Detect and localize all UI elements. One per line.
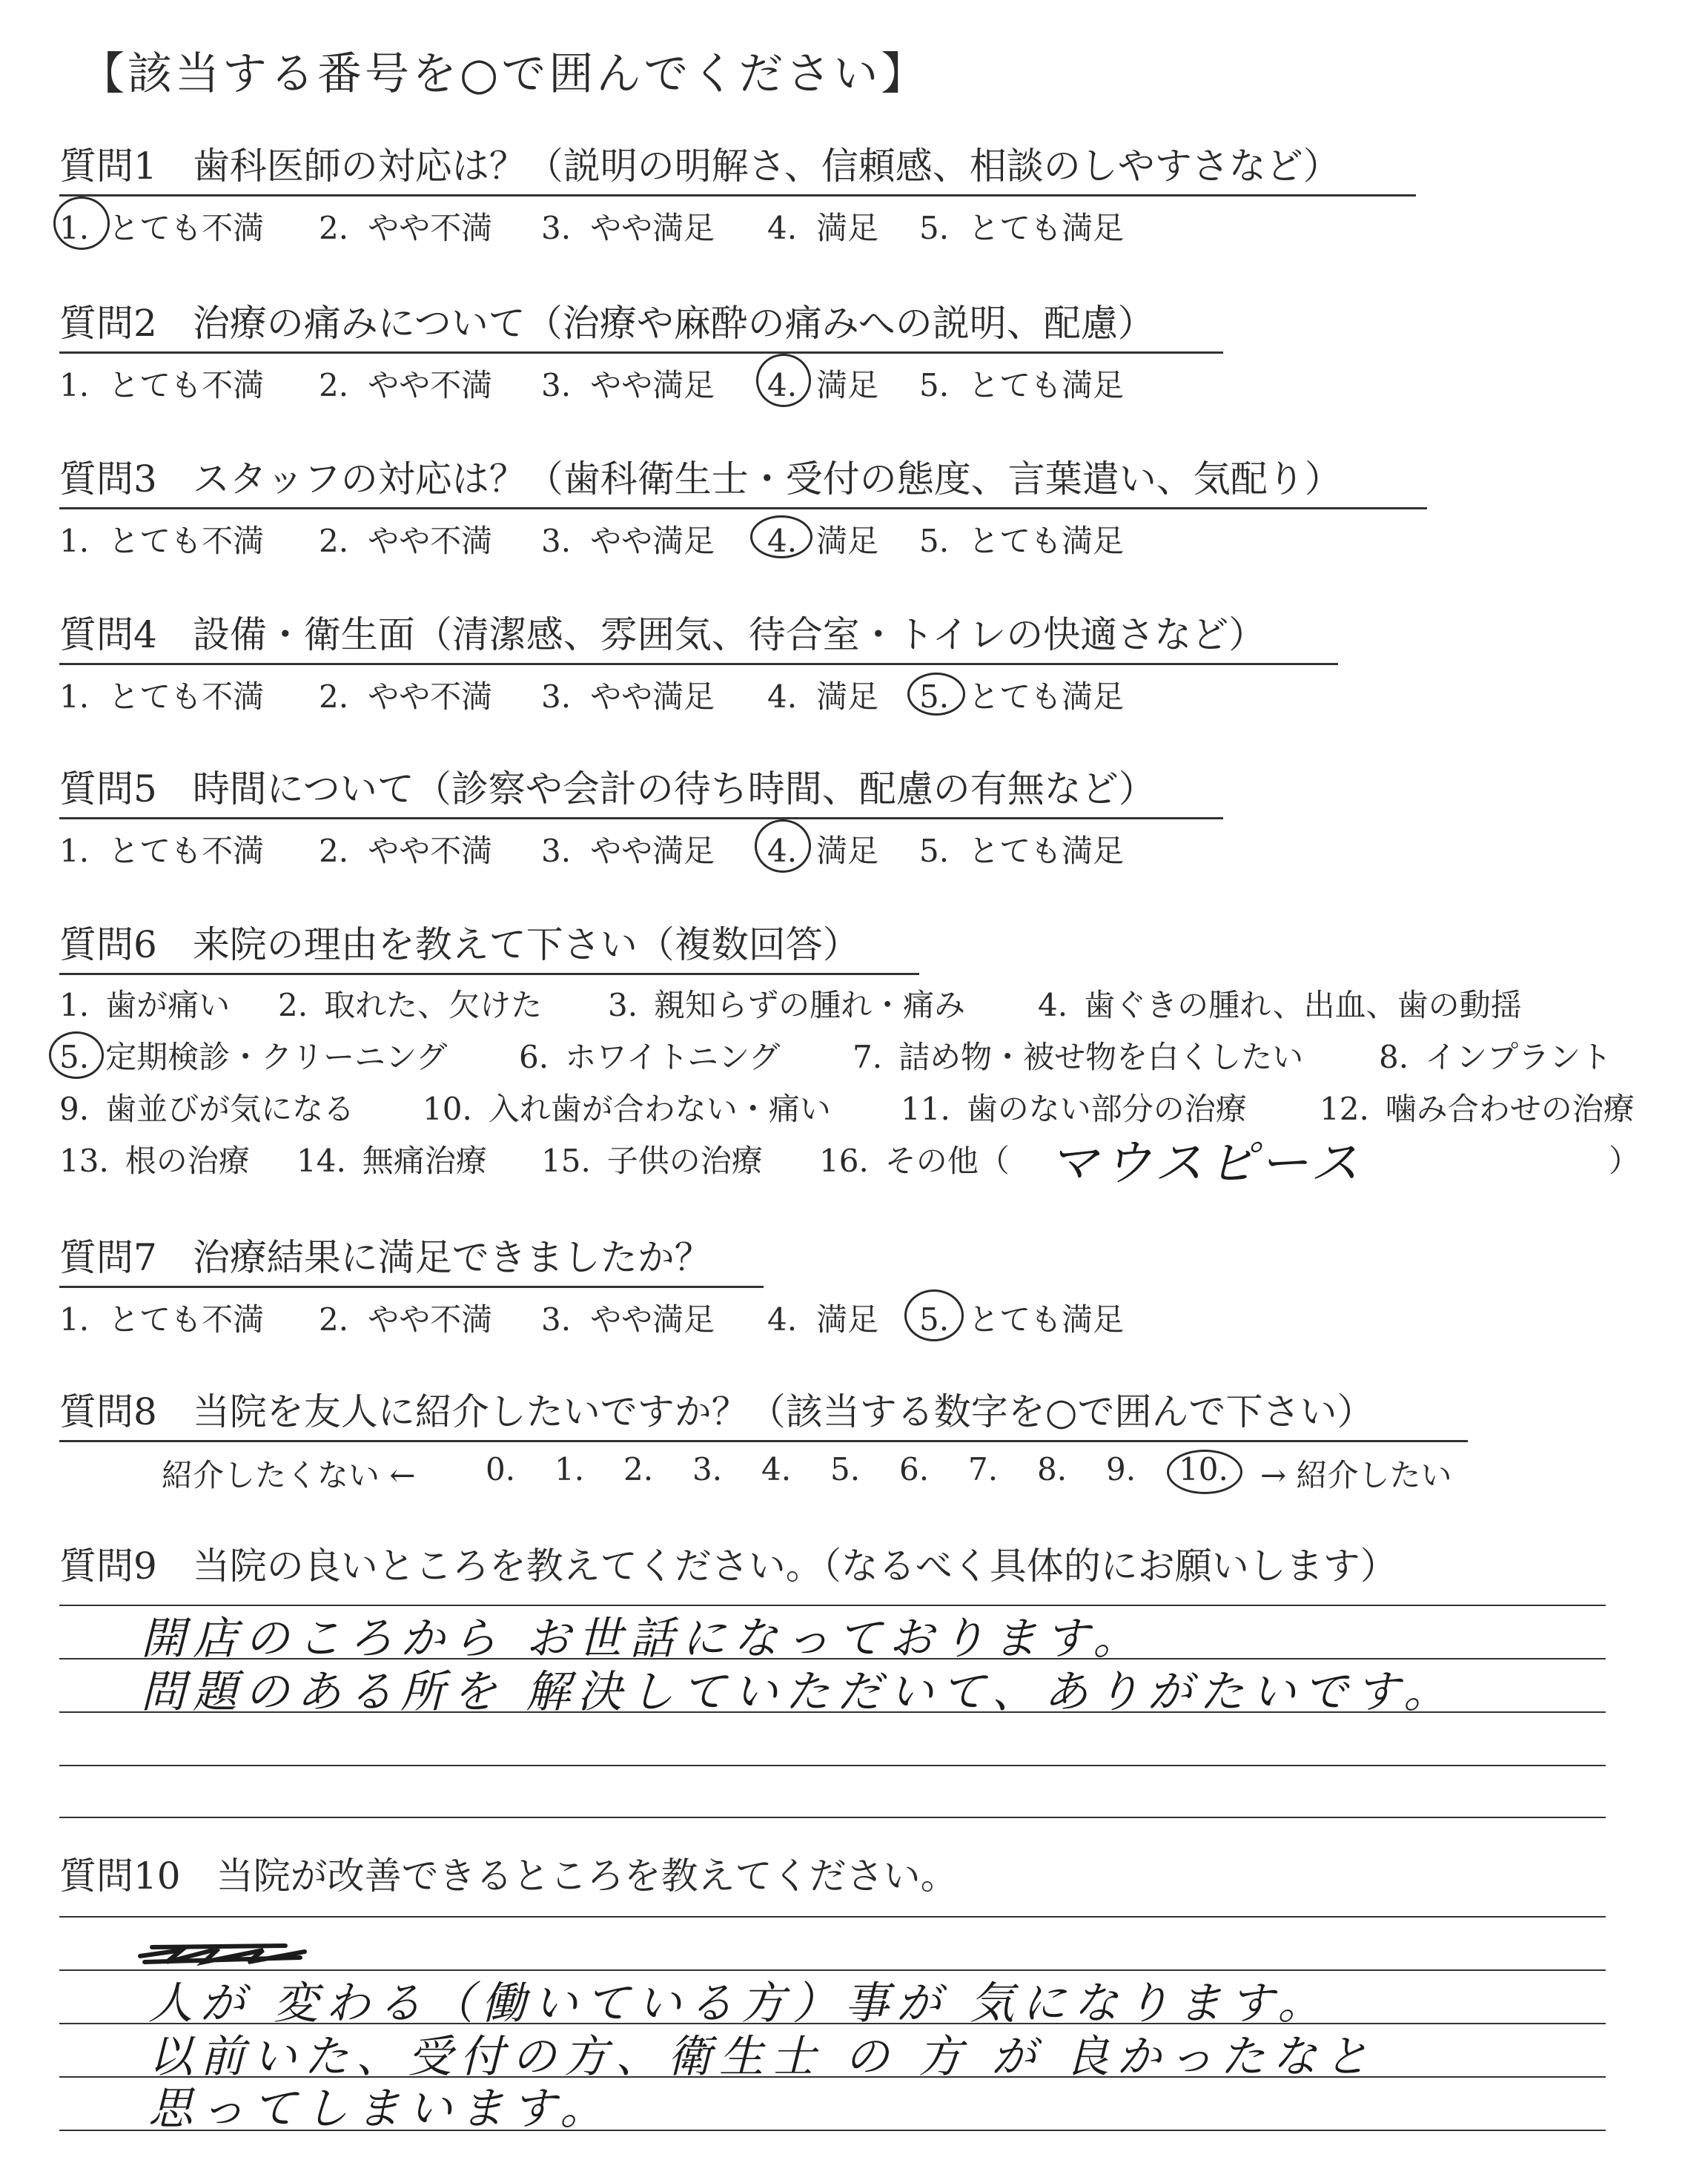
question-text: 治療の痛みについて（治療や麻酔の痛みへの説明、配慮） <box>192 302 1155 345</box>
option-3[interactable]: 3. やや満足 <box>541 1301 715 1338</box>
ruled-line <box>59 1817 1606 1818</box>
option-2[interactable]: 2. やや不満 <box>319 678 493 715</box>
question-8 <box>59 1387 1512 1497</box>
question-3 <box>59 454 1512 561</box>
option-4[interactable]: 4. 満足 <box>767 367 879 403</box>
other-handwritten-answer[interactable]: マウスピース <box>1049 1135 1364 1192</box>
reason-option-2[interactable]: 2. 取れた、欠けた <box>278 987 543 1023</box>
question-number: 質問3 <box>59 458 157 501</box>
option-5[interactable]: 5. とても満足 <box>919 523 1125 559</box>
question-5-title <box>59 764 1223 819</box>
question-number: 質問5 <box>59 767 157 810</box>
question-7 <box>59 1232 1512 1340</box>
option-2[interactable]: 2. やや不満 <box>319 367 493 403</box>
handwritten-answer-line: 開店のころから お世話になっております。 <box>141 1613 1145 1665</box>
question-number: 質問1 <box>59 145 157 188</box>
question-6 <box>59 919 1641 1192</box>
scale-option-0[interactable]: 0. <box>486 1451 516 1487</box>
question-text: 歯科医師の対応は？（説明の明解さ、信頼感、相談のしやすさなど） <box>192 145 1340 188</box>
question-text: 当院を友人に紹介したいですか？（該当する数字を○で囲んで下さい） <box>192 1390 1374 1433</box>
option-1[interactable]: 1. とても不満 <box>59 523 265 559</box>
question-9-answer-area[interactable] <box>59 1605 1606 1820</box>
other-close-paren: ） <box>1609 1143 1641 1179</box>
reason-option-5[interactable]: 5. 定期検診・クリーニング <box>59 1039 448 1075</box>
question-6-title <box>59 919 919 975</box>
option-3[interactable]: 3. やや満足 <box>541 678 715 715</box>
question-9 <box>59 1541 1512 1594</box>
reason-option-7[interactable]: 7. 詰め物・被せ物を白くしたい <box>853 1039 1304 1075</box>
reason-option-16[interactable]: 16. その他（ <box>819 1143 1010 1179</box>
reason-option-8[interactable]: 8. インプラント <box>1379 1039 1612 1075</box>
option-4[interactable]: 4. 満足 <box>767 523 879 559</box>
scale-option-9[interactable]: 9. <box>1106 1451 1136 1487</box>
scale-option-6[interactable]: 6. <box>899 1451 930 1487</box>
option-1[interactable]: 1. とても不満 <box>59 367 265 403</box>
question-1-options <box>59 196 1512 248</box>
question-7-title <box>59 1232 764 1288</box>
option-5[interactable]: 5. とても満足 <box>919 210 1125 246</box>
page-title: 【該当する番号を○で囲んでください】 <box>80 48 929 100</box>
reason-option-14[interactable]: 14. 無痛治療 <box>297 1143 487 1179</box>
reason-option-15[interactable]: 15. 子供の治療 <box>541 1143 763 1179</box>
option-2[interactable]: 2. やや不満 <box>319 210 493 246</box>
option-3[interactable]: 3. やや満足 <box>541 523 715 559</box>
option-5[interactable]: 5. とても満足 <box>919 678 1125 715</box>
question-number: 質問10 <box>59 1855 181 1898</box>
handwritten-answer-line: 問題のある所を 解決していただいて、ありがたいです。 <box>141 1666 1456 1718</box>
question-text: スタッフの対応は？（歯科衛生士・受付の態度、言葉遣い、気配り） <box>192 458 1342 501</box>
question-2-options <box>59 354 1512 406</box>
question-8-title <box>59 1387 1468 1442</box>
options-row <box>59 1131 1641 1192</box>
option-4[interactable]: 4. 満足 <box>767 210 879 246</box>
question-6-options <box>59 975 1641 1192</box>
option-1[interactable]: 1. とても不満 <box>59 833 265 869</box>
option-3[interactable]: 3. やや満足 <box>541 833 715 869</box>
question-10-title <box>59 1851 958 1904</box>
scale-option-7[interactable]: 7. <box>968 1451 999 1487</box>
option-5[interactable]: 5. とても満足 <box>919 833 1125 869</box>
question-text: 治療結果に満足できましたか？ <box>192 1236 712 1279</box>
ruled-line <box>59 1916 1606 1918</box>
reason-option-12[interactable]: 12. 噛み合わせの治療 <box>1320 1091 1635 1127</box>
question-7-options <box>59 1288 1512 1340</box>
ruled-line <box>59 1765 1606 1766</box>
option-1[interactable]: 1. とても不満 <box>59 678 265 715</box>
question-text: 時間について（診察や会計の待ち時間、配慮の有無など） <box>192 767 1156 810</box>
handwritten-answer-line: 以前いた、受付の方、衛生士 の 方 が 良かったなと <box>148 2031 1377 2083</box>
option-2[interactable]: 2. やや不満 <box>319 523 493 559</box>
scale-option-3[interactable]: 3. <box>692 1451 723 1487</box>
scale-right-label: → 紹介したい <box>1260 1457 1452 1493</box>
question-number: 質問9 <box>59 1545 157 1588</box>
question-1 <box>59 141 1512 248</box>
question-text: 当院が改善できるところを教えてください。 <box>216 1855 958 1898</box>
handwritten-answer-line: 人が 変わる（働いている方）事が 気になります。 <box>148 1978 1330 2029</box>
question-10 <box>59 1851 1512 1904</box>
reason-option-4[interactable]: 4. 歯ぐきの腫れ、出血、歯の動揺 <box>1038 987 1522 1023</box>
reason-option-10[interactable]: 10. 入れ歯が合わない・痛い <box>423 1091 831 1127</box>
question-text: 来院の理由を教えて下さい（複数回答） <box>192 923 860 966</box>
question-text: 当院の良いところを教えてください。（なるべく具体的にお願いします） <box>192 1545 1397 1588</box>
option-4[interactable]: 4. 満足 <box>767 1301 879 1338</box>
reason-option-1[interactable]: 1. 歯が痛い <box>59 987 231 1023</box>
question-3-options <box>59 509 1512 561</box>
option-5[interactable]: 5. とても満足 <box>919 1301 1125 1338</box>
question-5 <box>59 764 1512 871</box>
handwritten-answer-line: 思ってしまいます。 <box>148 2083 612 2135</box>
question-5-options <box>59 819 1512 871</box>
question-text: 設備・衛生面（清潔感、雰囲気、待合室・トイレの快適さなど） <box>192 613 1266 656</box>
question-4-title <box>59 610 1338 665</box>
option-3[interactable]: 3. やや満足 <box>541 367 715 403</box>
question-10-answer-area[interactable] <box>59 1916 1606 2138</box>
question-1-title <box>59 141 1416 196</box>
question-2 <box>59 298 1512 406</box>
scale-option-10[interactable]: 10. <box>1179 1451 1228 1487</box>
reason-option-6[interactable]: 6. ホワイトニング <box>519 1039 781 1075</box>
scale-option-4[interactable]: 4. <box>761 1451 792 1487</box>
scale-left-label: 紹介したくない ← <box>162 1457 416 1493</box>
options-row <box>59 1027 1612 1079</box>
reason-option-13[interactable]: 13. 根の治療 <box>59 1143 250 1179</box>
question-number: 質問4 <box>59 613 157 656</box>
scale-option-1[interactable]: 1. <box>555 1451 585 1487</box>
question-4 <box>59 610 1512 717</box>
option-3[interactable]: 3. やや満足 <box>541 210 715 246</box>
options-row <box>59 975 1522 1027</box>
scale-option-8[interactable]: 8. <box>1037 1451 1068 1487</box>
question-9-title <box>59 1541 1397 1594</box>
question-number: 質問8 <box>59 1390 157 1433</box>
scale-option-5[interactable]: 5. <box>830 1451 861 1487</box>
scale-option-2[interactable]: 2. <box>623 1451 654 1487</box>
option-5[interactable]: 5. とても満足 <box>919 367 1125 403</box>
option-4[interactable]: 4. 満足 <box>767 678 879 715</box>
referral-scale <box>59 1442 1512 1497</box>
question-2-title <box>59 298 1223 354</box>
reason-option-9[interactable]: 9. 歯並びが気になる <box>59 1091 355 1127</box>
question-4-options <box>59 665 1512 717</box>
option-2[interactable]: 2. やや不満 <box>319 1301 493 1338</box>
scribble-out-mark <box>137 1940 308 1969</box>
reason-option-3[interactable]: 3. 親知らずの腫れ・痛み <box>608 987 966 1023</box>
question-number: 質問7 <box>59 1236 157 1279</box>
question-number: 質問6 <box>59 923 157 966</box>
option-1[interactable]: 1. とても不満 <box>59 1301 265 1338</box>
reason-option-11[interactable]: 11. 歯のない部分の治療 <box>901 1091 1247 1127</box>
question-3-title <box>59 454 1427 509</box>
option-1[interactable]: 1. とても不満 <box>59 210 265 246</box>
question-number: 質問2 <box>59 302 157 345</box>
option-2[interactable]: 2. やや不満 <box>319 833 493 869</box>
option-4[interactable]: 4. 満足 <box>767 833 879 869</box>
